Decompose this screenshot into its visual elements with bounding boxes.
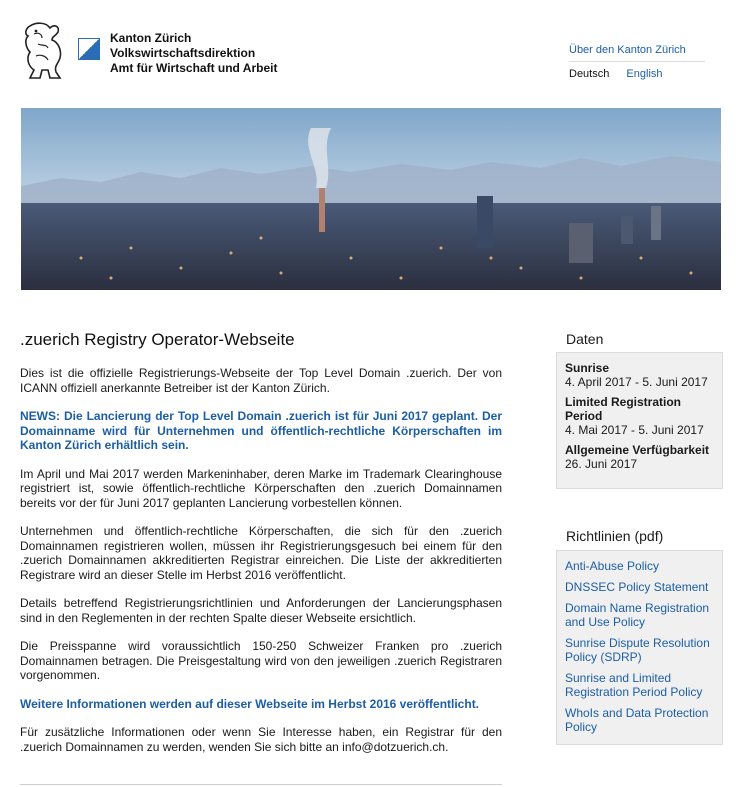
dates-box	[556, 352, 723, 489]
org-line-office: Amt für Wirtschaft und Arbeit	[110, 61, 278, 75]
main-content	[20, 330, 502, 768]
date-value: 4. April 2017 - 5. Juni 2017	[565, 375, 708, 389]
top-links	[569, 44, 705, 80]
policy-link-sdrp[interactable]: Sunrise Dispute Resolution Policy (SDRP)	[565, 636, 710, 664]
contact-paragraph: Für zusätzliche Informationen oder wenn Sie Interesse haben, ein Registrar für den .zuerich Domainnamen zu werden, wenden Sie sich bitte an info@dotzuerich.ch.	[20, 725, 502, 754]
language-de[interactable]: Deutsch	[569, 68, 610, 80]
language-switcher	[569, 68, 705, 80]
trademark-paragraph: Im April und Mai 2017 werden Markeninhaber, deren Marke im Trademark Clearinghouse registriert ist, sowie öffentlich-rechtliche Körperschaften den .zuerich Domainnamen bereits vor der für Juni 2017 geplanten Lancierung vorbestellen können.	[20, 466, 502, 510]
pricing-paragraph: Die Preisspanne wird voraussichtlich 150-250 Schweizer Franken pro .zuerich Domainnamen betragen. Die Preisgestaltung wird von den jeweiligen .zuerich Registraren vorgenommen.	[20, 639, 502, 682]
page-title: .zuerich Registry Operator-Webseite	[20, 330, 295, 349]
site-header	[0, 0, 740, 100]
date-label: Limited Registration Period	[565, 395, 682, 423]
policies-box	[556, 550, 723, 745]
org-line-directorate: Volkswirtschaftsdirektion	[110, 46, 256, 60]
policy-link-dnssec[interactable]: DNSSEC Policy Statement	[565, 580, 709, 594]
policies-heading: Richtlinien (pdf)	[566, 528, 664, 544]
date-label: Sunrise	[565, 361, 610, 375]
city-panorama-banner	[21, 108, 721, 290]
org-line-canton: Kanton Zürich	[110, 31, 192, 45]
news-paragraph: NEWS: Die Lancierung der Top Level Domain .zuerich ist für Juni 2017 geplant. Der Domainname wird für Unternehmen und öffentlich-rechtliche Körperschaften im Kanton Zürich erhältlich sein.	[20, 409, 502, 452]
policy-link-sunrise-limited[interactable]: Sunrise and Limited Registration Period Policy	[565, 671, 703, 699]
date-value: 4. Mai 2017 - 5. Juni 2017	[565, 423, 704, 437]
intro-paragraph: Dies ist die offizielle Registrierungs-Webseite der Top Level Domain .zuerich. Der von ICANN offiziell anerkannte Betreiber ist der Kanton Zürich.	[20, 366, 502, 395]
policy-link-registration-use[interactable]: Domain Name Registration and Use Policy	[565, 601, 710, 629]
organization-name	[110, 31, 277, 76]
policy-link-whois[interactable]: WhoIs and Data Protection Policy	[565, 706, 709, 734]
content-divider	[20, 784, 502, 785]
language-en-link[interactable]: English	[626, 68, 663, 80]
date-label: Allgemeine Verfügbarkeit	[565, 443, 710, 457]
policy-link-anti-abuse[interactable]: Anti-Abuse Policy	[565, 559, 660, 573]
date-limited-registration	[565, 395, 714, 437]
lion-coat-of-arms-icon	[20, 20, 68, 84]
panorama-image	[21, 108, 721, 290]
zurich-flag-icon	[78, 38, 100, 60]
about-canton-link[interactable]: Über den Kanton Zürich	[569, 44, 705, 62]
date-value: 26. Juni 2017	[565, 457, 638, 471]
date-general-availability	[565, 443, 714, 471]
dates-heading: Daten	[566, 331, 604, 347]
details-paragraph: Details betreffend Registrierungsrichtlinien und Anforderungen der Lancierungsphasen sind in den Reglementen in der rechten Spalte dieser Webseite ersichtlich.	[20, 596, 502, 625]
more-info-paragraph: Weitere Informationen werden auf dieser Webseite im Herbst 2016 veröffentlicht.	[20, 696, 480, 711]
date-sunrise	[565, 361, 714, 389]
registration-paragraph: Unternehmen und öffentlich-rechtliche Körperschaften, die sich für den .zuerich Domainnamen registrieren wollen, müssen ihr Registrierungsgesuch bei einem für den .zuerich Domainnamen akkreditierten Registrar einreichen. Die Liste der akkreditierten Registrare wird an dieser Stelle im Herbst 2016 veröffentlicht.	[20, 524, 502, 582]
